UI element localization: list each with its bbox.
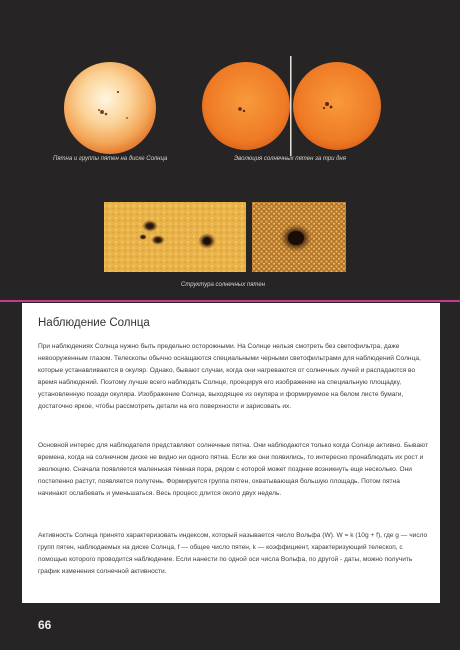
page-number: 66: [38, 618, 52, 632]
sunspot-structure-image-2: [252, 202, 346, 272]
sunspot-structure-image-1: [104, 202, 246, 272]
caption-structure: Структура солнечных пятен: [181, 282, 266, 288]
article-panel: [22, 303, 440, 603]
paragraph-3: Активность Солнца принято характеризовать индексом, который называется число Вольфа (W). W = k (10g + f), где g — число групп пятен, наблюдаемых на диске Солнца, f — общее число пятен, k — коэффициент, характеризующий телескоп, с помощью которого проводится наблюдение. Если нанести по одной оси числа Вольфа, по другой - даты, можно получить график изменения солнечной активности.: [38, 532, 428, 575]
sun-images: [0, 0, 460, 300]
article-title: Наблюдение Солнца: [38, 317, 150, 329]
photo-gallery: [0, 0, 460, 300]
paragraph-1: При наблюдениях Солнца нужно быть предельно осторожными. На Солнце нельзя смотреть без светофильтра, даже невооруженным глазом. Телескопы обычно оснащаются специальными черными светофильтрами для наблюдений Солнца, которые устанавливаются в окуляр. Однако, бывают случаи, когда они нагреваются от солнечных лучей и распадаются во время наблюдений. Поэтому лучше всего наблюдать Солнце, проецируя его изображение на специальную площадку, установленную позади окуляра. Изображение Солнца, выходящее из окуляра и формируемое на белом листе бумаги, достаточно яркое, чтобы рассмотреть детали на его поверхности и зарисовать их.: [38, 343, 421, 410]
caption-sun-spots: Пятна и группы пятен на диске Солнца: [53, 156, 168, 162]
sun-day2-image: [293, 62, 381, 150]
paragraph-2: Основной интерес для наблюдателя представляют солнечные пятна. Они наблюдаются только когда Солнце активно. Бывают времена, когда на солнечном диске не видно ни одного пятна. Если же они появились, то интересно пронаблюдать их рост и эволюцию. Сначала появляется маленькая темная пора, рядом с которой может позднее возникнуть еще несколько. Они постепенно растут, появляется полутень. Формируется группа пятен, охватывающая большую площадь. Потом пятна начинают ослабевать и уменьшаться. Весь процесс длится около двух недель.: [38, 442, 428, 497]
sun-disk-image: [64, 62, 156, 154]
caption-evolution: Эволюция солнечных пятен за три дня: [234, 156, 346, 162]
section-divider: [0, 300, 460, 302]
sun-day1-image: [202, 62, 290, 150]
